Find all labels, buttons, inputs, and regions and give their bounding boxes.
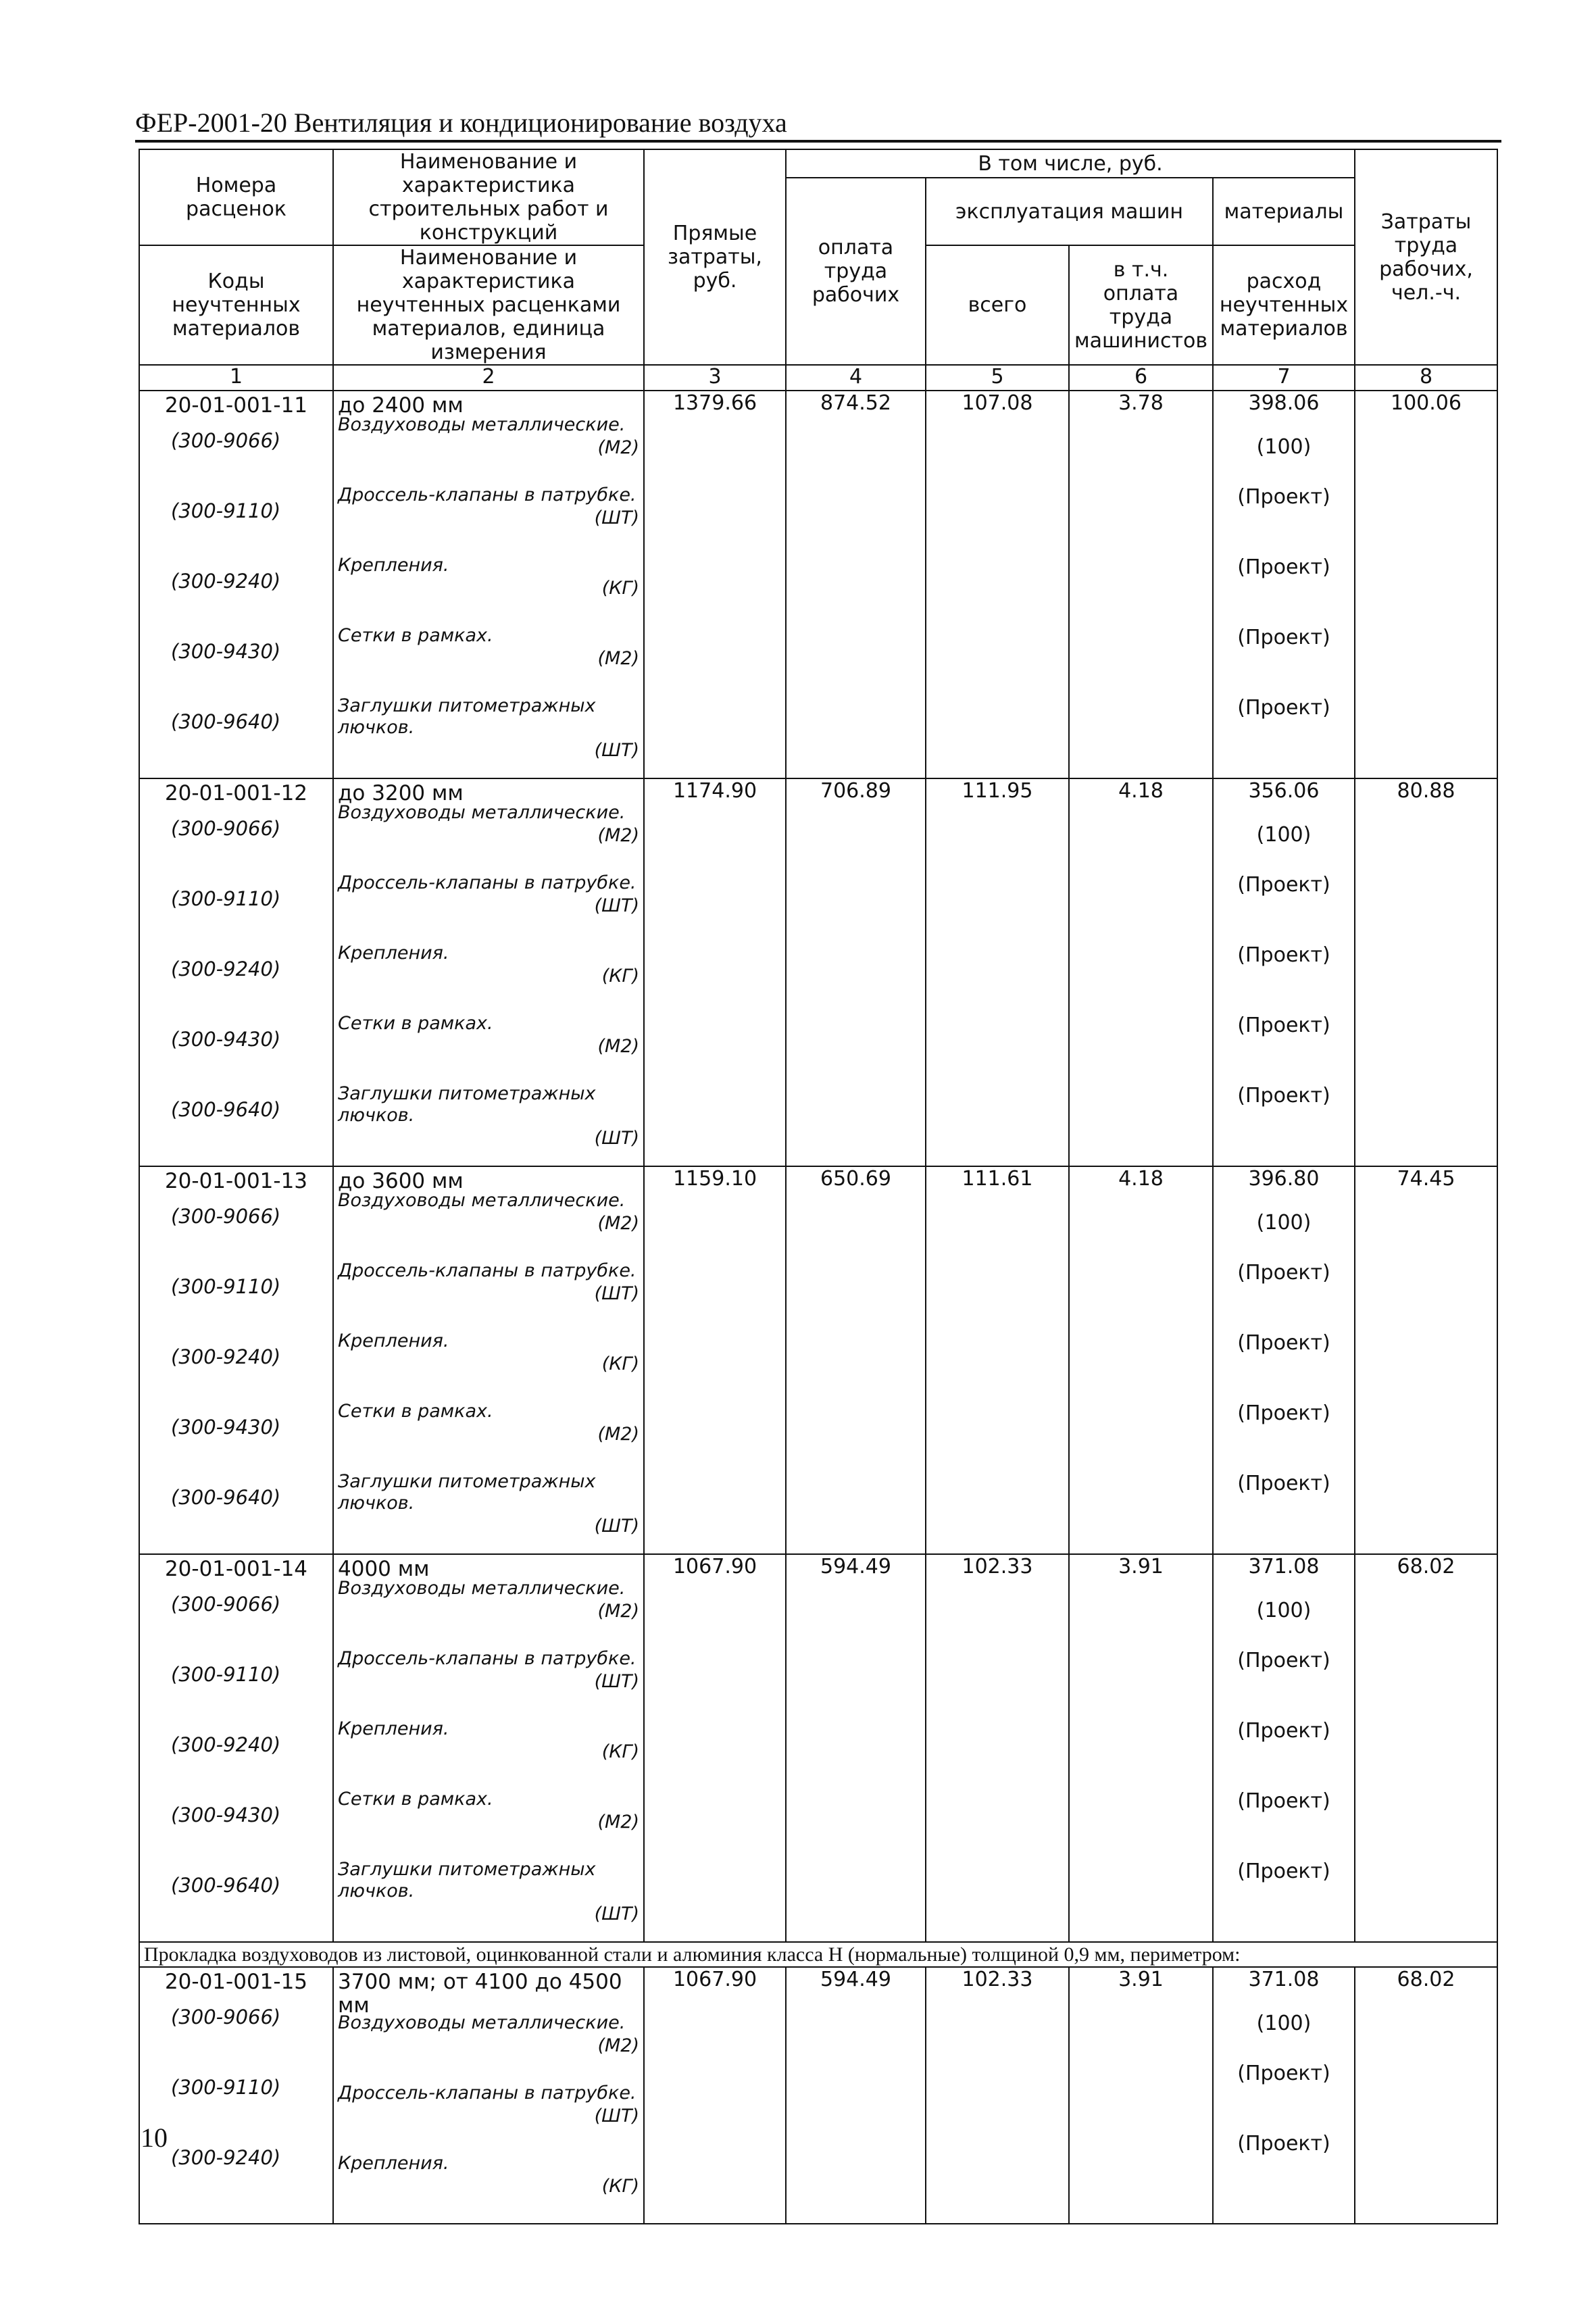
work-name-line <box>338 1167 639 1193</box>
material-code: (300-9640) <box>171 1486 281 1509</box>
header-labor: Затраты труда рабочих, чел.-ч. <box>1355 149 1497 365</box>
material-unit: (КГ) <box>601 578 639 599</box>
material-code: (300-9240) <box>171 1733 281 1756</box>
material-unit: (М2) <box>597 437 639 458</box>
material-name: Сетки в рамках. <box>338 1789 493 1810</box>
section-heading-row <box>139 1942 1497 1967</box>
material-line <box>338 2153 639 2223</box>
uncounted-usage-value: (Проект) <box>1237 1014 1330 1037</box>
material-name: Заглушки питометражных лючков. <box>338 1471 596 1514</box>
material-code-line <box>144 1660 328 1731</box>
rate-code-line <box>144 1555 328 1590</box>
materials-cell <box>1213 1166 1355 1554</box>
material-code-line <box>144 1343 328 1413</box>
rate-code-line <box>144 779 328 814</box>
uncounted-usage-value: (Проект) <box>1237 696 1330 720</box>
material-line <box>338 1083 639 1153</box>
material-name: Воздуховоды металлические. <box>338 802 626 823</box>
column-number: 4 <box>786 365 926 391</box>
material-code: (300-9640) <box>171 710 281 733</box>
direct-costs-value: 1067.90 <box>644 1967 786 2224</box>
material-line <box>338 484 639 555</box>
material-code: (300-9110) <box>171 1275 281 1298</box>
material-name: Дроссель-клапаны в патрубке. <box>338 872 637 893</box>
labor-value: 68.02 <box>1355 1967 1497 2224</box>
uncounted-usage-value: (100) <box>1256 2012 1312 2035</box>
work-name: 4000 мм <box>338 1557 430 1581</box>
material-code-line <box>144 1095 328 1166</box>
uncounted-usage-value: (100) <box>1256 435 1312 459</box>
material-unit: (ШТ) <box>594 1671 639 1692</box>
material-unit: (М2) <box>597 1812 639 1833</box>
material-unit: (М2) <box>597 1213 639 1234</box>
material-code-line <box>144 955 328 1025</box>
materials-cell <box>1213 778 1355 1166</box>
material-code-line <box>144 497 328 567</box>
uncounted-usage-value: (Проект) <box>1237 555 1330 579</box>
uncounted-usage-value: (Проект) <box>1237 2132 1330 2156</box>
work-name-cell <box>333 391 644 778</box>
rate-row <box>139 391 1497 778</box>
material-unit: (КГ) <box>601 1741 639 1762</box>
column-number: 3 <box>644 365 786 391</box>
material-line <box>338 555 639 625</box>
column-number: 2 <box>333 365 644 391</box>
material-code-line <box>144 1272 328 1343</box>
column-number: 6 <box>1069 365 1213 391</box>
rate-code-cell <box>139 1554 333 1942</box>
material-unit: (ШТ) <box>594 507 639 528</box>
header-machines: эксплуатация машин <box>926 178 1213 245</box>
material-line <box>338 1578 639 1648</box>
title-rule <box>135 140 1501 143</box>
material-name: Крепления. <box>338 2153 449 2174</box>
uncounted-usage-value: (100) <box>1256 1599 1312 1622</box>
uncounted-usage-value: (Проект) <box>1237 1401 1330 1425</box>
work-name: до 2400 мм <box>338 393 464 418</box>
uncounted-usage-value: (Проект) <box>1237 1331 1330 1355</box>
material-code: (300-9066) <box>171 1205 281 1228</box>
material-name: Крепления. <box>338 555 449 576</box>
material-code-line <box>144 1871 328 1941</box>
column-number: 8 <box>1355 365 1497 391</box>
worker-pay-value: 650.69 <box>786 1166 926 1554</box>
direct-costs-value: 1159.10 <box>644 1166 786 1554</box>
material-code-line <box>144 567 328 637</box>
rate-code-cell <box>139 1967 333 2224</box>
column-number: 1 <box>139 365 333 391</box>
uncounted-usage-value: (Проект) <box>1237 1719 1330 1743</box>
material-unit: (ШТ) <box>594 740 639 761</box>
work-name-line <box>338 779 639 805</box>
page-number: 10 <box>141 2122 168 2153</box>
direct-costs-value: 1067.90 <box>644 1554 786 1942</box>
material-code-line <box>144 1590 328 1660</box>
material-name: Воздуховоды металлические. <box>338 1578 626 1599</box>
material-name: Крепления. <box>338 943 449 964</box>
rate-code: 20-01-001-11 <box>164 393 308 418</box>
material-code-line <box>144 637 328 707</box>
section-heading: Прокладка воздуховодов из листовой, оцинкованной стали и алюминия класса Н (нормальные) толщиной 0,9 мм, периметром: <box>139 1942 1497 1967</box>
work-name: до 3200 мм <box>338 781 464 805</box>
machines-total-value: 111.61 <box>926 1166 1069 1554</box>
work-name-cell <box>333 1967 644 2224</box>
material-line <box>338 2012 639 2083</box>
material-line <box>338 414 639 484</box>
materials-value: 371.08 <box>1248 1555 1320 1578</box>
material-unit: (ШТ) <box>594 895 639 916</box>
material-code-line <box>144 2003 328 2073</box>
material-code: (300-9066) <box>171 817 281 840</box>
material-code: (300-9430) <box>171 1028 281 1051</box>
rate-code-cell <box>139 391 333 778</box>
page-title: ФЕР-2001-20 Вентиляция и кондиционирование воздуха <box>135 107 787 138</box>
material-name: Дроссель-клапаны в патрубке. <box>338 2083 637 2104</box>
material-code: (300-9066) <box>171 429 281 452</box>
material-code: (300-9110) <box>171 1663 281 1686</box>
material-line <box>338 943 639 1013</box>
work-name-cell <box>333 778 644 1166</box>
material-name: Сетки в рамках. <box>338 625 493 646</box>
material-code-line <box>144 2143 328 2214</box>
work-name-line <box>338 1968 639 2018</box>
direct-costs-value: 1174.90 <box>644 778 786 1166</box>
work-name-cell <box>333 1554 644 1942</box>
material-name: Дроссель-клапаны в патрубке. <box>338 1648 637 1669</box>
material-unit: (М2) <box>597 825 639 846</box>
material-code: (300-9240) <box>171 570 281 593</box>
material-name: Воздуховоды металлические. <box>338 414 626 435</box>
materials-value: 356.06 <box>1248 779 1320 803</box>
material-line <box>338 2083 639 2153</box>
machines-total-value: 111.95 <box>926 778 1069 1166</box>
header-materials: материалы <box>1213 178 1355 245</box>
uncounted-usage-value: (Проект) <box>1237 1261 1330 1285</box>
rates-table <box>139 149 1498 2224</box>
header-driver-pay: в т.ч. оплата труда машинистов <box>1069 245 1213 365</box>
materials-cell <box>1213 1967 1355 2224</box>
column-number: 5 <box>926 365 1069 391</box>
material-code-line <box>144 426 328 497</box>
work-name-line <box>338 1555 639 1581</box>
materials-value: 396.80 <box>1248 1167 1320 1191</box>
material-code-line <box>144 885 328 955</box>
labor-value: 68.02 <box>1355 1554 1497 1942</box>
material-name: Крепления. <box>338 1718 449 1739</box>
material-line <box>338 1859 639 1929</box>
header-work-name: Наименование и характеристика строительных работ и конструкций <box>333 149 644 245</box>
machines-total-value: 102.33 <box>926 1967 1069 2224</box>
labor-value: 100.06 <box>1355 391 1497 778</box>
worker-pay-value: 594.49 <box>786 1967 926 2224</box>
material-code-line <box>144 1483 328 1553</box>
uncounted-usage-value: (Проект) <box>1237 1649 1330 1672</box>
material-name: Воздуховоды металлические. <box>338 2012 626 2033</box>
material-code-line <box>144 1413 328 1483</box>
material-code: (300-9430) <box>171 640 281 663</box>
material-unit: (М2) <box>597 1601 639 1622</box>
uncounted-usage-value: (Проект) <box>1237 2062 1330 2085</box>
material-code: (300-9110) <box>171 887 281 910</box>
material-code: (300-9240) <box>171 2146 281 2169</box>
uncounted-usage-value: (100) <box>1256 823 1312 847</box>
uncounted-usage-value: (Проект) <box>1237 1084 1330 1107</box>
material-name: Заглушки питометражных лючков. <box>338 1859 596 1901</box>
material-line <box>338 1718 639 1789</box>
header-uncounted-name: Наименование и характеристика неучтенных расценками материалов, единица измерения <box>333 245 644 365</box>
material-line <box>338 1789 639 1859</box>
material-name: Воздуховоды металлические. <box>338 1190 626 1211</box>
material-unit: (М2) <box>597 1036 639 1057</box>
materials-cell <box>1213 1554 1355 1942</box>
rate-code-cell <box>139 1166 333 1554</box>
material-code-line <box>144 1025 328 1095</box>
rate-code-line <box>144 1968 328 2003</box>
material-unit: (ШТ) <box>594 1903 639 1924</box>
machines-total-value: 107.08 <box>926 391 1069 778</box>
worker-pay-value: 874.52 <box>786 391 926 778</box>
material-unit: (ШТ) <box>594 2106 639 2126</box>
rate-code: 20-01-001-13 <box>164 1169 308 1193</box>
rate-code-line <box>144 1167 328 1202</box>
header-uncounted-usage: расход неучтенных материалов <box>1213 245 1355 365</box>
header-total: всего <box>926 245 1069 365</box>
material-name: Сетки в рамках. <box>338 1401 493 1422</box>
material-code: (300-9066) <box>171 2006 281 2028</box>
uncounted-usage-value: (Проект) <box>1237 1860 1330 1883</box>
driver-pay-value: 3.91 <box>1069 1967 1213 2224</box>
work-name: до 3600 мм <box>338 1169 464 1193</box>
driver-pay-value: 3.78 <box>1069 391 1213 778</box>
uncounted-usage-value: (Проект) <box>1237 873 1330 897</box>
material-unit: (КГ) <box>601 966 639 987</box>
material-code-line <box>144 2073 328 2143</box>
rate-code: 20-01-001-12 <box>164 781 308 805</box>
material-line <box>338 1190 639 1260</box>
header-including: В том числе, руб. <box>786 149 1355 178</box>
material-unit: (М2) <box>597 2035 639 2056</box>
work-name-line <box>338 391 639 418</box>
material-line <box>338 625 639 695</box>
worker-pay-value: 706.89 <box>786 778 926 1166</box>
material-unit: (ШТ) <box>594 1516 639 1537</box>
rate-code: 20-01-001-14 <box>164 1557 308 1581</box>
material-name: Заглушки питометражных лючков. <box>338 1083 596 1126</box>
material-code: (300-9110) <box>171 499 281 522</box>
column-number-row <box>139 365 1497 391</box>
material-line <box>338 1013 639 1083</box>
material-line <box>338 695 639 766</box>
material-code-line <box>144 1202 328 1272</box>
material-name: Крепления. <box>338 1330 449 1351</box>
material-code-line <box>144 814 328 885</box>
material-code-line <box>144 707 328 778</box>
materials-cell <box>1213 391 1355 778</box>
driver-pay-value: 3.91 <box>1069 1554 1213 1942</box>
rate-code-cell <box>139 778 333 1166</box>
material-name: Дроссель-клапаны в патрубке. <box>338 1260 637 1281</box>
rate-row <box>139 778 1497 1166</box>
material-code: (300-9110) <box>171 2076 281 2099</box>
labor-value: 74.45 <box>1355 1166 1497 1554</box>
rate-row <box>139 1166 1497 1554</box>
uncounted-usage-value: (Проект) <box>1237 943 1330 967</box>
worker-pay-value: 594.49 <box>786 1554 926 1942</box>
material-line <box>338 1648 639 1718</box>
material-code: (300-9640) <box>171 1874 281 1897</box>
header-uncounted-codes: Коды неучтенных материалов <box>139 245 333 365</box>
materials-value: 398.06 <box>1248 391 1320 415</box>
material-code: (300-9640) <box>171 1098 281 1121</box>
work-name-cell <box>333 1166 644 1554</box>
header-rate-numbers: Номера расценок <box>139 149 333 245</box>
material-code: (300-9430) <box>171 1803 281 1826</box>
uncounted-usage-value: (Проект) <box>1237 1472 1330 1495</box>
material-code: (300-9240) <box>171 957 281 980</box>
uncounted-usage-value: (Проект) <box>1237 1789 1330 1813</box>
driver-pay-value: 4.18 <box>1069 1166 1213 1554</box>
header-direct-costs: Прямые затраты, руб. <box>644 149 786 365</box>
material-code: (300-9430) <box>171 1416 281 1439</box>
material-name: Заглушки питометражных лючков. <box>338 695 596 738</box>
rate-code: 20-01-001-15 <box>164 1970 308 1994</box>
material-line <box>338 1401 639 1471</box>
uncounted-usage-value: (Проект) <box>1237 626 1330 649</box>
material-line <box>338 802 639 872</box>
material-unit: (ШТ) <box>594 1283 639 1304</box>
column-number: 7 <box>1213 365 1355 391</box>
material-line <box>338 1471 639 1541</box>
labor-value: 80.88 <box>1355 778 1497 1166</box>
material-code: (300-9240) <box>171 1345 281 1368</box>
rate-code-line <box>144 391 328 426</box>
direct-costs-value: 1379.66 <box>644 391 786 778</box>
material-code-line <box>144 1801 328 1871</box>
uncounted-usage-value: (Проект) <box>1237 485 1330 509</box>
materials-value: 371.08 <box>1248 1968 1320 1991</box>
material-line <box>338 1260 639 1330</box>
driver-pay-value: 4.18 <box>1069 778 1213 1166</box>
material-code: (300-9066) <box>171 1593 281 1616</box>
header-worker-pay: оплата труда рабочих <box>786 178 926 365</box>
material-line <box>338 1330 639 1401</box>
material-unit: (М2) <box>597 648 639 669</box>
machines-total-value: 102.33 <box>926 1554 1069 1942</box>
rate-row <box>139 1967 1497 2224</box>
material-line <box>338 872 639 943</box>
material-unit: (КГ) <box>601 1353 639 1374</box>
material-name: Дроссель-клапаны в патрубке. <box>338 484 637 505</box>
material-unit: (М2) <box>597 1424 639 1445</box>
material-code-line <box>144 1731 328 1801</box>
uncounted-usage-value: (100) <box>1256 1211 1312 1235</box>
material-unit: (ШТ) <box>594 1128 639 1149</box>
rate-row <box>139 1554 1497 1942</box>
material-unit: (КГ) <box>601 2176 639 2197</box>
work-name: 3700 мм; от 4100 до 4500 мм <box>338 1970 622 2018</box>
material-name: Сетки в рамках. <box>338 1013 493 1034</box>
